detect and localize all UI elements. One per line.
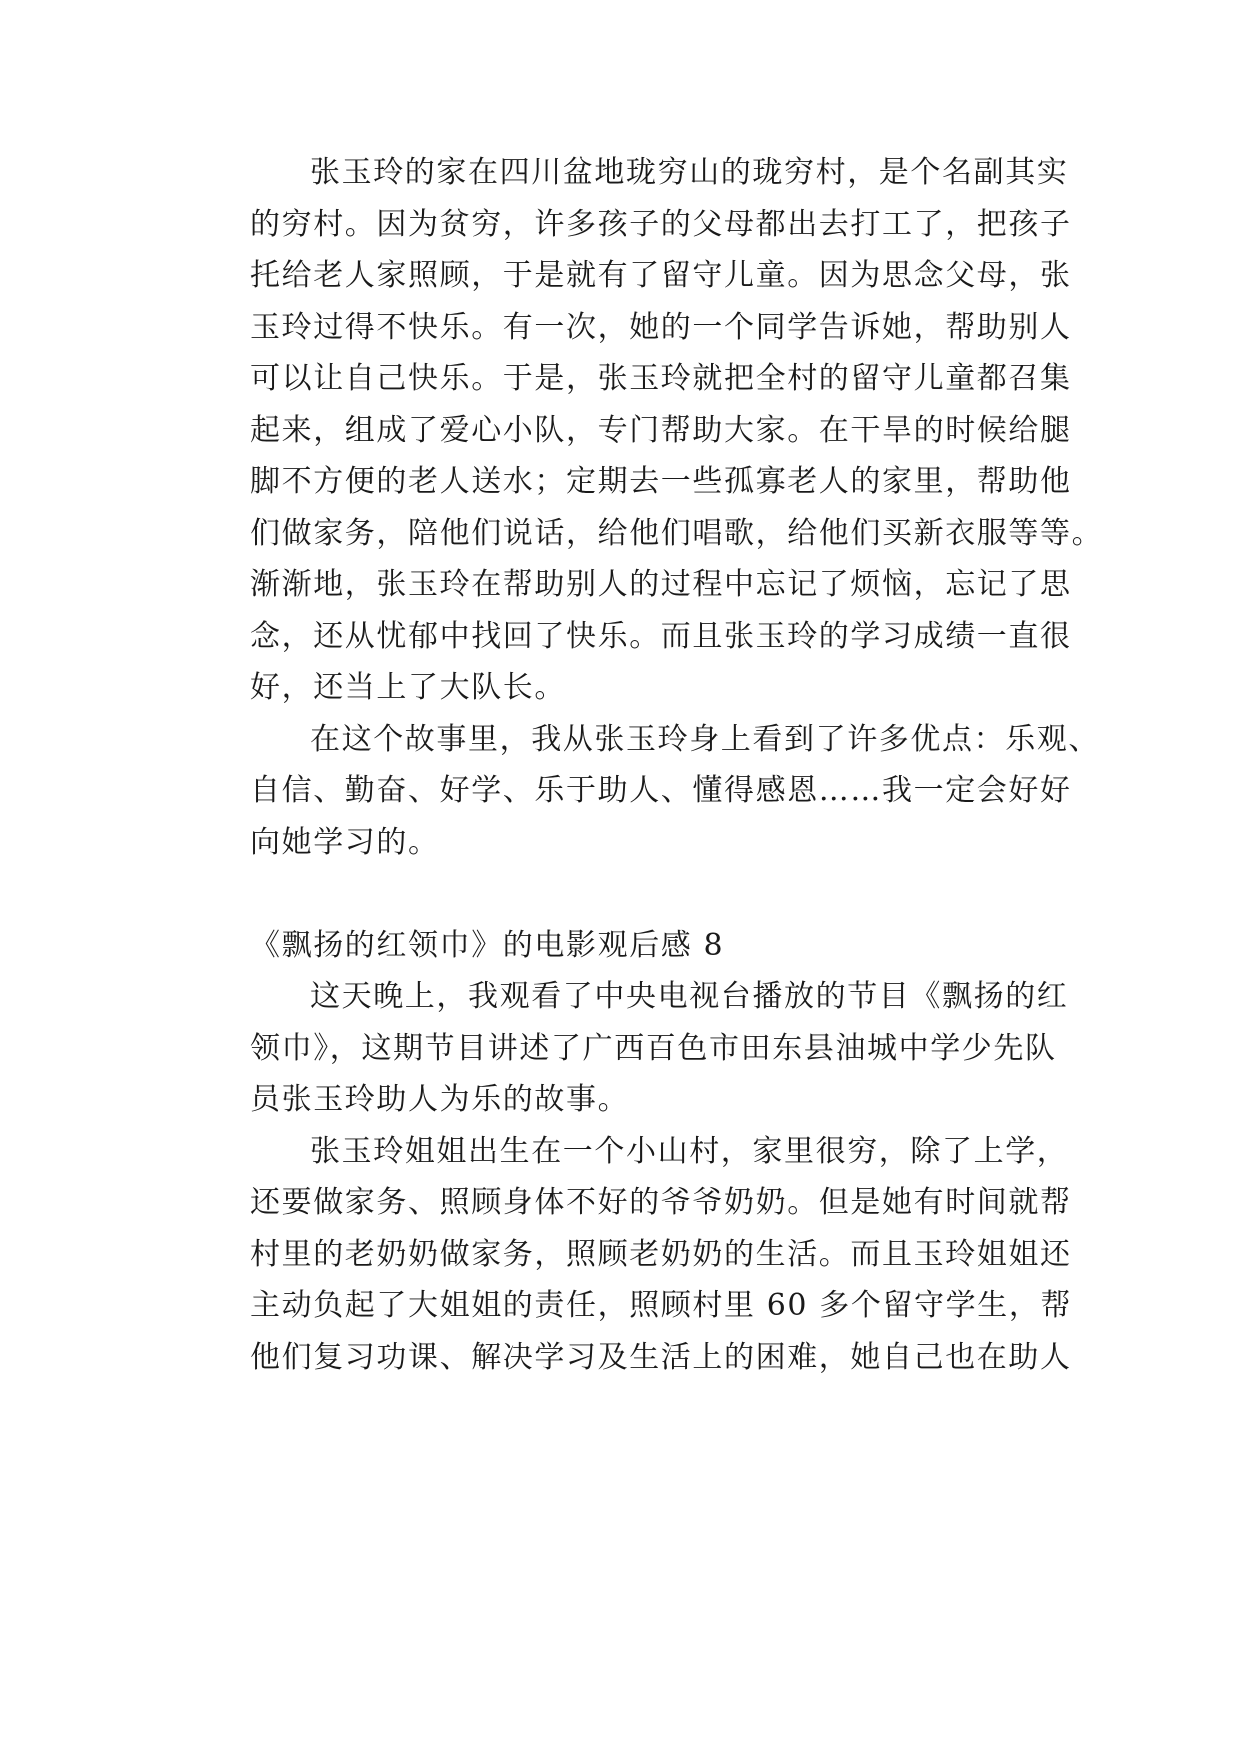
text-line: 在这个故事里，我从张玉玲身上看到了许多优点：乐观、 [310,721,1100,757]
text-line: 自信、勤奋、好学、乐于助人、懂得感恩……我一定会好好 [250,773,1072,808]
text-line: 好，还当上了大队长。 [250,670,566,705]
text-line: 渐渐地，张玉玲在帮助别人的过程中忘记了烦恼，忘记了思 [250,567,1072,602]
text-line: 员张玉玲助人为乐的故事。 [250,1082,630,1117]
text-line: 张玉玲姐姐出生在一个小山村，家里很穷，除了上学， [310,1133,1069,1169]
paragraph-1 [190,147,1104,714]
blank-line [190,868,1050,920]
text-line: 可以让自己快乐。于是，张玉玲就把全村的留守儿童都召集 [250,361,1072,396]
text-line: 向她学习的。 [250,824,440,860]
text-line: 玉玲过得不快乐。有一次，她的一个同学告诉她，帮助别人 [250,309,1072,345]
text-line: 起来，组成了爱心小队，专门帮助大家。在干旱的时候给腿 [250,412,1072,448]
text-line: 还要做家务、照顾身体不好的爷爷奶奶。但是她有时间就帮 [250,1185,1072,1220]
text-line: 的穷村。因为贫穷，许多孩子的父母都出去打工了，把孩子 [250,206,1072,242]
text-line: 托给老人家照顾，于是就有了留守儿童。因为思念父母，张 [250,258,1072,293]
text-line: 念，还从忧郁中找回了快乐。而且张玉玲的学习成绩一直很 [250,618,1072,654]
text-line: 他们复习功课、解决学习及生活上的困难，她自己也在助人 [250,1339,1072,1375]
paragraph-3 [190,971,1069,1126]
text-line: 们做家务，陪他们说话，给他们唱歌，给他们买新衣服等等。 [250,515,1104,551]
text-line: 脚不方便的老人送水；定期去一些孤寡老人的家里，帮助他 [250,464,1072,499]
text-line: 主动负起了大姐姐的责任，照顾村里 60 多个留守学生，帮 [250,1288,1073,1323]
text-line: 领巾》，这期节目讲述了广西百色市田东县油城中学少先队 [250,1030,1057,1066]
text-line: 村里的老奶奶做家务，照顾老奶奶的生活。而且玉玲姐姐还 [250,1236,1072,1272]
section-title: 《飘扬的红领巾》的电影观后感 8 [250,927,725,963]
text-line: 张玉玲的家在四川盆地珑穷山的珑穷村，是个名副其实 [310,155,1069,190]
document-body [190,147,1104,1383]
paragraph-2 [190,714,1100,869]
paragraph-4 [190,1126,1073,1384]
text-line: 这天晚上，我观看了中央电视台播放的节目《飘扬的红 [310,979,1069,1014]
